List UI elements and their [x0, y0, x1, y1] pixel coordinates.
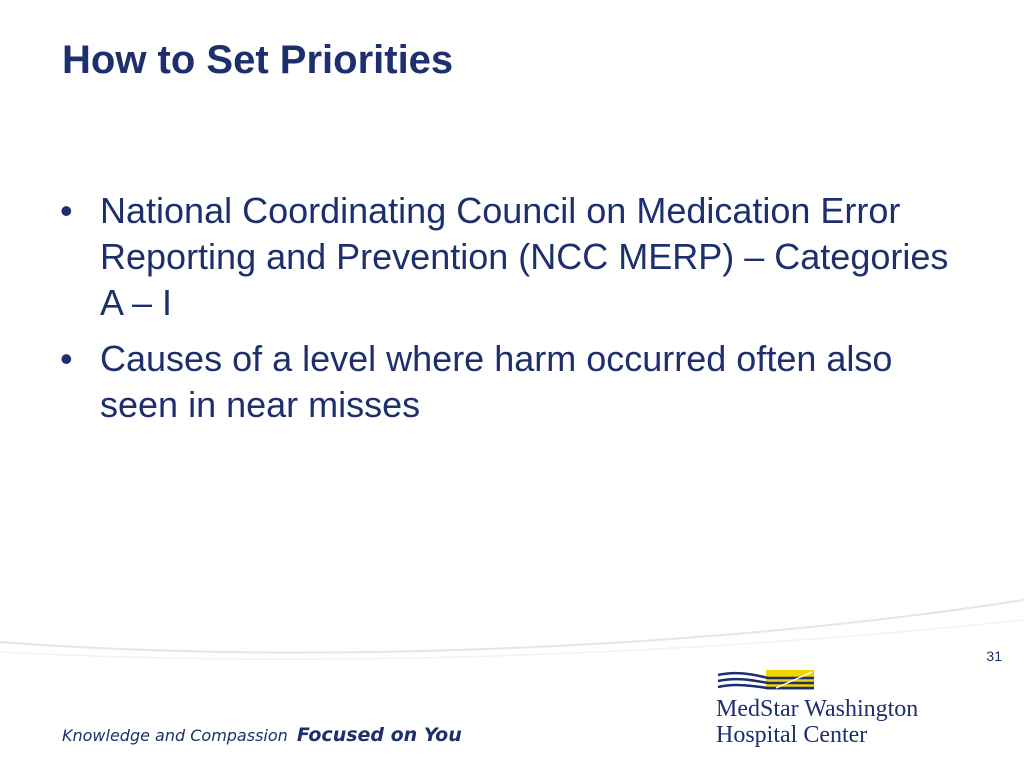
- tagline-light-text: Knowledge and Compassion: [62, 726, 288, 745]
- bullet-marker: •: [60, 338, 73, 379]
- page-number: 31: [986, 648, 1002, 664]
- bullet-text: National Coordinating Council on Medication Error Reporting and Prevention (NCC MERP) – Categories A – I: [100, 190, 949, 323]
- bullet-text: Causes of a level where harm occurred often also seen in near misses: [100, 338, 893, 425]
- bullet-item: [60, 336, 960, 428]
- logo-line-2: Hospital Center: [716, 722, 868, 748]
- slide-title: How to Set Priorities: [62, 38, 454, 82]
- tagline-bold-text: Focused on You: [296, 724, 462, 746]
- decorative-swoosh: [0, 590, 1024, 670]
- bullet-marker: •: [60, 190, 73, 231]
- bullet-item: [60, 188, 960, 326]
- footer-tagline: [62, 724, 462, 746]
- logo-text: [716, 696, 918, 748]
- logo-line-1: MedStar Washington: [716, 696, 919, 722]
- bullet-list: [60, 188, 960, 438]
- logo-mark-icon: [716, 670, 816, 692]
